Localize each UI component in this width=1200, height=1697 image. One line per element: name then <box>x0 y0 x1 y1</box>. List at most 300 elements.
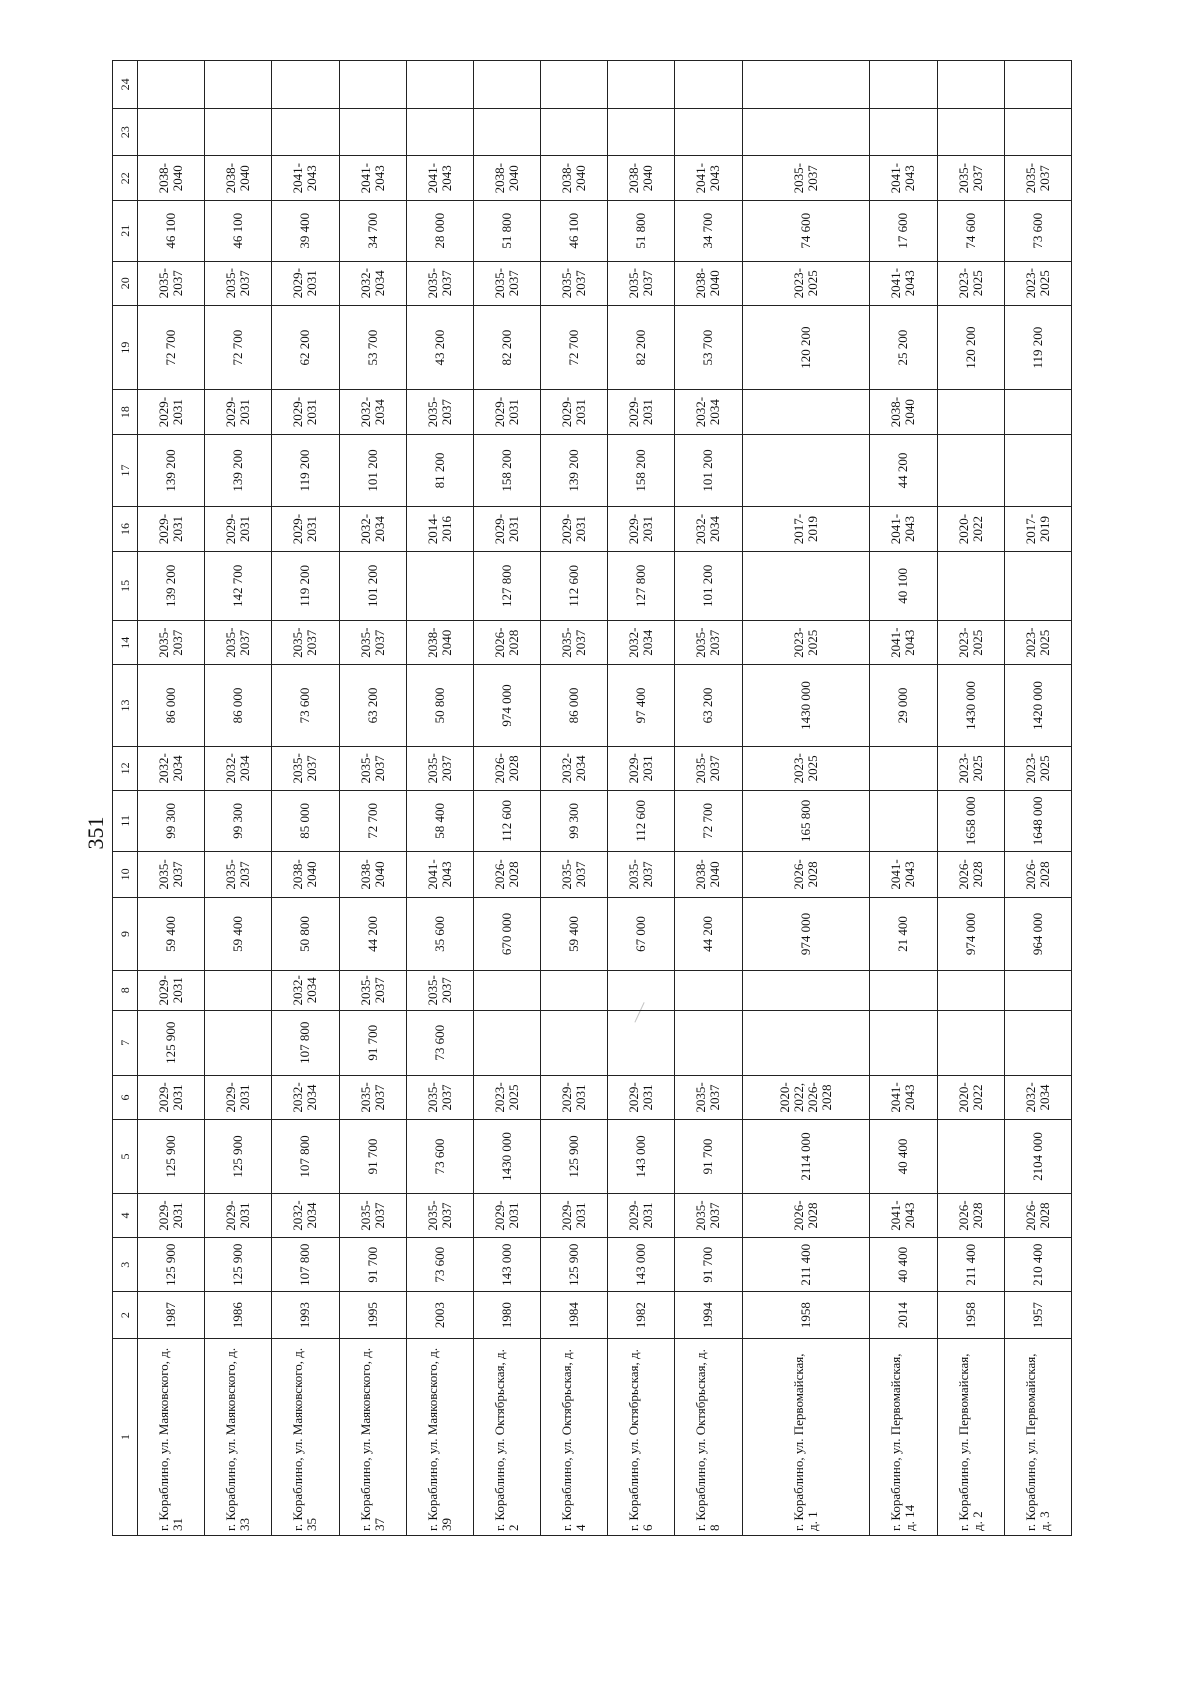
table-cell: 1420 000 <box>1004 665 1071 746</box>
table-cell: 2035-2037 <box>339 746 406 790</box>
table-cell: 17 600 <box>870 200 937 261</box>
table-cell: 99 300 <box>205 791 272 852</box>
table-cell <box>675 1010 742 1075</box>
table-cell: 2023-2025 <box>937 261 1004 305</box>
table-cell: 2035-2037 <box>406 746 473 790</box>
table-cell <box>138 108 205 156</box>
table-cell <box>742 390 870 434</box>
table-cell: 2026-2028 <box>473 851 540 898</box>
column-number: 20 <box>113 261 138 305</box>
table-cell: 101 200 <box>675 551 742 620</box>
table-cell: 125 900 <box>205 1238 272 1292</box>
table-cell: 39 400 <box>272 200 339 261</box>
table-cell: 2041-2043 <box>870 507 937 551</box>
table-cell: 2035-2037 <box>742 156 870 200</box>
table-cell: 2032-2034 <box>339 390 406 434</box>
table-cell: 59 400 <box>138 898 205 971</box>
table-cell: 2023-2025 <box>1004 746 1071 790</box>
column-number: 12 <box>113 746 138 790</box>
table-cell: 2035-2037 <box>205 261 272 305</box>
table-cell: 2026-2028 <box>1004 1193 1071 1237</box>
table-cell: 2041-2043 <box>339 156 406 200</box>
table-cell <box>742 434 870 507</box>
table-cell: 2026-2028 <box>473 746 540 790</box>
table-cell: 2035-2037 <box>1004 156 1071 200</box>
table-cell: 2032-2034 <box>1004 1075 1071 1119</box>
table-cell <box>406 551 473 620</box>
table-cell: 139 200 <box>138 551 205 620</box>
table-row <box>608 61 675 1536</box>
table-cell: 40 400 <box>870 1120 937 1194</box>
table-cell: 2014 <box>870 1292 937 1339</box>
table-cell: 2038-2040 <box>406 621 473 665</box>
table-cell: 2035-2037 <box>339 621 406 665</box>
table-cell: 85 000 <box>272 791 339 852</box>
table-cell: 43 200 <box>406 305 473 389</box>
table-cell: 2035-2037 <box>205 851 272 898</box>
table-cell: 2032-2034 <box>541 746 608 790</box>
table-cell: 2029-2031 <box>272 390 339 434</box>
table-cell: 158 200 <box>473 434 540 507</box>
table-cell: 2035-2037 <box>473 261 540 305</box>
table-cell: 2029-2031 <box>473 507 540 551</box>
table-cell <box>742 108 870 156</box>
table-cell: 2029-2031 <box>608 1075 675 1119</box>
table-cell: 107 800 <box>272 1238 339 1292</box>
table-cell: 139 200 <box>205 434 272 507</box>
column-number: 8 <box>113 970 138 1010</box>
table-cell: 2035-2037 <box>675 621 742 665</box>
table-cell: 125 900 <box>205 1120 272 1194</box>
table-cell: 1987 <box>138 1292 205 1339</box>
table-cell: 74 600 <box>937 200 1004 261</box>
table-cell: 99 300 <box>138 791 205 852</box>
table-cell: 91 700 <box>675 1120 742 1194</box>
table-cell: 125 900 <box>138 1120 205 1194</box>
table-cell: 67 000 <box>608 898 675 971</box>
table-cell: 127 800 <box>608 551 675 620</box>
column-number: 7 <box>113 1010 138 1075</box>
table-cell <box>608 108 675 156</box>
table-cell: 2029-2031 <box>541 1193 608 1237</box>
table-cell <box>1004 1010 1071 1075</box>
table-cell: 72 700 <box>541 305 608 389</box>
table-cell <box>1004 434 1071 507</box>
table-cell: 210 400 <box>1004 1238 1071 1292</box>
table-cell: 2035-2037 <box>339 1075 406 1119</box>
address-cell: г. Кораблино, ул. Первомайская, д. 2 <box>937 1338 1004 1535</box>
table-cell <box>1004 970 1071 1010</box>
column-number: 13 <box>113 665 138 746</box>
table-cell: 2035-2037 <box>406 261 473 305</box>
table-cell: 125 900 <box>541 1120 608 1194</box>
table-row <box>541 61 608 1536</box>
table-cell <box>742 551 870 620</box>
table-cell: 2032-2034 <box>272 970 339 1010</box>
table-cell <box>205 61 272 109</box>
table-cell: 2023-2025 <box>742 261 870 305</box>
table-cell <box>272 108 339 156</box>
table-cell: 99 300 <box>541 791 608 852</box>
table-cell: 165 800 <box>742 791 870 852</box>
table-cell: 2032-2034 <box>205 746 272 790</box>
table-cell: 2029-2031 <box>608 507 675 551</box>
column-number: 15 <box>113 551 138 620</box>
table-row <box>1004 61 1071 1536</box>
table-cell: 72 700 <box>339 791 406 852</box>
table-cell: 139 200 <box>541 434 608 507</box>
table-cell: 2023-2025 <box>1004 621 1071 665</box>
table-cell: 63 200 <box>675 665 742 746</box>
table-cell: 2104 000 <box>1004 1120 1071 1194</box>
table-cell <box>937 61 1004 109</box>
table-cell: 1658 000 <box>937 791 1004 852</box>
table-cell: 72 700 <box>205 305 272 389</box>
table-cell <box>608 61 675 109</box>
address-cell: г. Кораблино, ул. Первомайская, д. 1 <box>742 1338 870 1535</box>
table-cell: 51 800 <box>473 200 540 261</box>
table-cell: 2029-2031 <box>272 507 339 551</box>
table-cell: 2017-2019 <box>742 507 870 551</box>
address-cell: г. Кораблино, ул. Маяковского, д. 31 <box>138 1338 205 1535</box>
column-number: 6 <box>113 1075 138 1119</box>
table-cell <box>541 108 608 156</box>
table-cell: 1984 <box>541 1292 608 1339</box>
column-number: 2 <box>113 1292 138 1339</box>
table-cell: 211 400 <box>937 1238 1004 1292</box>
table-cell: 2032-2034 <box>138 746 205 790</box>
table-cell: 28 000 <box>406 200 473 261</box>
table-cell: 2038-2040 <box>870 390 937 434</box>
table-cell: 127 800 <box>473 551 540 620</box>
table-cell: 2041-2043 <box>870 621 937 665</box>
table-cell <box>541 970 608 1010</box>
table-cell: 2029-2031 <box>473 390 540 434</box>
table-cell: 125 900 <box>138 1010 205 1075</box>
table-cell: 2035-2037 <box>608 261 675 305</box>
table-cell <box>937 1120 1004 1194</box>
table-cell: 2029-2031 <box>272 261 339 305</box>
table-cell: 2026-2028 <box>742 1193 870 1237</box>
table-cell: 91 700 <box>675 1238 742 1292</box>
table-cell: 112 600 <box>473 791 540 852</box>
table-cell: 1995 <box>339 1292 406 1339</box>
table-cell: 2038-2040 <box>272 851 339 898</box>
table-cell: 2035-2037 <box>406 1075 473 1119</box>
table-row <box>272 61 339 1536</box>
table-cell: 2023-2025 <box>937 746 1004 790</box>
column-number: 4 <box>113 1193 138 1237</box>
table-cell: 2041-2043 <box>870 156 937 200</box>
table-cell: 211 400 <box>742 1238 870 1292</box>
page-number: 351 <box>83 816 108 850</box>
table-cell: 2038-2040 <box>675 261 742 305</box>
table-cell: 1980 <box>473 1292 540 1339</box>
table-cell: 73 600 <box>1004 200 1071 261</box>
table-cell: 119 200 <box>1004 305 1071 389</box>
column-number: 16 <box>113 507 138 551</box>
table-cell <box>406 61 473 109</box>
table-cell: 34 700 <box>339 200 406 261</box>
table-cell <box>937 970 1004 1010</box>
table-cell <box>541 1010 608 1075</box>
table-cell: 82 200 <box>608 305 675 389</box>
table-cell: 74 600 <box>742 200 870 261</box>
table-cell: 1958 <box>937 1292 1004 1339</box>
column-number: 24 <box>113 61 138 109</box>
table-cell <box>608 970 675 1010</box>
table-cell: 1982 <box>608 1292 675 1339</box>
table-cell: 2029-2031 <box>608 390 675 434</box>
address-cell: г. Кораблино, ул. Маяковского, д. 35 <box>272 1338 339 1535</box>
table-cell: 2035-2037 <box>138 851 205 898</box>
data-table <box>112 60 1072 1536</box>
table-cell: 101 200 <box>675 434 742 507</box>
table-cell: 2041-2043 <box>675 156 742 200</box>
column-number: 14 <box>113 621 138 665</box>
table-cell <box>742 970 870 1010</box>
table-cell: 2038-2040 <box>541 156 608 200</box>
table-cell <box>473 108 540 156</box>
table-cell: 974 000 <box>473 665 540 746</box>
table-cell: 2035-2037 <box>675 1075 742 1119</box>
table-cell <box>937 434 1004 507</box>
table-cell <box>205 108 272 156</box>
table-cell <box>1004 551 1071 620</box>
table-cell: 2038-2040 <box>675 851 742 898</box>
table-cell: 1994 <box>675 1292 742 1339</box>
table-rotator <box>112 60 1072 1536</box>
table-cell: 107 800 <box>272 1010 339 1075</box>
table-cell: 2041-2043 <box>272 156 339 200</box>
table-cell: 2020-2022, 2026-2028 <box>742 1075 870 1119</box>
table-cell: 1993 <box>272 1292 339 1339</box>
table-cell: 158 200 <box>608 434 675 507</box>
table-cell <box>406 108 473 156</box>
table-cell: 2029-2031 <box>138 507 205 551</box>
table-cell <box>937 108 1004 156</box>
address-cell: г. Кораблино, ул. Маяковского, д. 33 <box>205 1338 272 1535</box>
table-cell: 2029-2031 <box>205 1193 272 1237</box>
table-row <box>675 61 742 1536</box>
table-cell: 34 700 <box>675 200 742 261</box>
table-cell: 670 000 <box>473 898 540 971</box>
table-cell: 2035-2037 <box>406 970 473 1010</box>
table-cell: 2032-2034 <box>272 1193 339 1237</box>
table-cell: 59 400 <box>205 898 272 971</box>
table-cell: 2026-2028 <box>937 851 1004 898</box>
column-number: 21 <box>113 200 138 261</box>
table-cell: 81 200 <box>406 434 473 507</box>
table-cell: 40 400 <box>870 1238 937 1292</box>
table-cell: 2035-2037 <box>937 156 1004 200</box>
table-cell: 143 000 <box>608 1238 675 1292</box>
table-cell: 119 200 <box>272 551 339 620</box>
table-cell <box>205 1010 272 1075</box>
table-row <box>205 61 272 1536</box>
table-cell: 40 100 <box>870 551 937 620</box>
table-cell: 2035-2037 <box>406 1193 473 1237</box>
table-cell: 2032-2034 <box>339 261 406 305</box>
table-cell: 2029-2031 <box>473 1193 540 1237</box>
table-cell: 46 100 <box>138 200 205 261</box>
table-cell: 2038-2040 <box>473 156 540 200</box>
address-cell: г. Кораблино, ул. Первомайская, д. 3 <box>1004 1338 1071 1535</box>
table-cell: 50 800 <box>406 665 473 746</box>
column-number: 9 <box>113 898 138 971</box>
table-cell <box>870 108 937 156</box>
table-cell: 974 000 <box>742 898 870 971</box>
table-cell: 51 800 <box>608 200 675 261</box>
table-cell <box>541 61 608 109</box>
table-cell: 2014-2016 <box>406 507 473 551</box>
table-cell: 974 000 <box>937 898 1004 971</box>
table-cell <box>339 61 406 109</box>
column-number: 18 <box>113 390 138 434</box>
column-number: 23 <box>113 108 138 156</box>
column-number: 17 <box>113 434 138 507</box>
table-cell: 2029-2031 <box>138 970 205 1010</box>
table-cell: 25 200 <box>870 305 937 389</box>
table-cell: 2020-2022 <box>937 507 1004 551</box>
table-cell: 73 600 <box>272 665 339 746</box>
table-cell: 91 700 <box>339 1238 406 1292</box>
table-cell: 2041-2043 <box>870 261 937 305</box>
table-cell <box>272 61 339 109</box>
table-cell: 2041-2043 <box>870 1075 937 1119</box>
table-cell: 2023-2025 <box>742 746 870 790</box>
table-cell: 86 000 <box>138 665 205 746</box>
table-cell: 2029-2031 <box>541 390 608 434</box>
table-cell: 2029-2031 <box>608 1193 675 1237</box>
table-cell: 2035-2037 <box>406 390 473 434</box>
table-cell: 2035-2037 <box>339 970 406 1010</box>
table-cell: 1957 <box>1004 1292 1071 1339</box>
table-cell: 2026-2028 <box>1004 851 1071 898</box>
table-cell <box>870 746 937 790</box>
table-row <box>339 61 406 1536</box>
table-cell: 1648 000 <box>1004 791 1071 852</box>
table-row <box>473 61 540 1536</box>
table-cell: 97 400 <box>608 665 675 746</box>
table-cell: 46 100 <box>205 200 272 261</box>
table-cell <box>675 61 742 109</box>
column-number: 11 <box>113 791 138 852</box>
table-cell <box>937 390 1004 434</box>
table-cell: 2020-2022 <box>937 1075 1004 1119</box>
table-cell <box>473 61 540 109</box>
table-cell: 2035-2037 <box>138 621 205 665</box>
table-cell: 58 400 <box>406 791 473 852</box>
address-cell: г. Кораблино, ул. Маяковского, д. 37 <box>339 1338 406 1535</box>
table-cell <box>1004 390 1071 434</box>
column-number: 10 <box>113 851 138 898</box>
table-cell: 143 000 <box>608 1120 675 1194</box>
table-cell: 2114 000 <box>742 1120 870 1194</box>
table-cell: 2029-2031 <box>138 1193 205 1237</box>
table-cell: 2029-2031 <box>205 1075 272 1119</box>
table-cell: 86 000 <box>205 665 272 746</box>
table-cell <box>1004 108 1071 156</box>
table-cell: 1986 <box>205 1292 272 1339</box>
table-cell <box>870 61 937 109</box>
table-cell: 73 600 <box>406 1238 473 1292</box>
table-cell: 2032-2034 <box>339 507 406 551</box>
column-number: 3 <box>113 1238 138 1292</box>
table-cell: 2026-2028 <box>937 1193 1004 1237</box>
table-cell: 2035-2037 <box>541 261 608 305</box>
table-cell: 2032-2034 <box>675 390 742 434</box>
address-cell: г. Кораблино, ул. Октябрьская, д. 4 <box>541 1338 608 1535</box>
table-cell: 46 100 <box>541 200 608 261</box>
table-cell: 2038-2040 <box>608 156 675 200</box>
table-cell <box>937 551 1004 620</box>
table-cell: 44 200 <box>870 434 937 507</box>
table-cell: 86 000 <box>541 665 608 746</box>
table-cell: 2035-2037 <box>541 621 608 665</box>
table-cell: 101 200 <box>339 551 406 620</box>
table-cell <box>473 1010 540 1075</box>
column-number: 5 <box>113 1120 138 1194</box>
table-cell: 120 200 <box>937 305 1004 389</box>
column-number: 1 <box>113 1338 138 1535</box>
table-cell: 91 700 <box>339 1120 406 1194</box>
table-cell: 112 600 <box>541 551 608 620</box>
table-cell: 2032-2034 <box>675 507 742 551</box>
table-cell: 2023-2025 <box>473 1075 540 1119</box>
table-cell: 112 600 <box>608 791 675 852</box>
address-cell: г. Кораблино, ул. Октябрьская, д. 6 <box>608 1338 675 1535</box>
table-cell: 2035-2037 <box>339 1193 406 1237</box>
table-cell: 107 800 <box>272 1120 339 1194</box>
table-cell: 2023-2025 <box>1004 261 1071 305</box>
table-cell: 2038-2040 <box>138 156 205 200</box>
table-cell: 2026-2028 <box>473 621 540 665</box>
table-cell: 2029-2031 <box>608 746 675 790</box>
table-cell: 91 700 <box>339 1010 406 1075</box>
table-cell: 2023-2025 <box>937 621 1004 665</box>
table-cell: 2041-2043 <box>406 851 473 898</box>
table-cell: 143 000 <box>473 1238 540 1292</box>
table-cell <box>675 108 742 156</box>
table-cell <box>205 970 272 1010</box>
table-cell: 44 200 <box>339 898 406 971</box>
table-cell: 2035-2037 <box>272 746 339 790</box>
table-cell: 125 900 <box>541 1238 608 1292</box>
table-cell <box>742 1010 870 1075</box>
table-cell: 2029-2031 <box>205 390 272 434</box>
address-cell: г. Кораблино, ул. Маяковского, д. 39 <box>406 1338 473 1535</box>
table-cell: 73 600 <box>406 1010 473 1075</box>
table-cell: 139 200 <box>138 434 205 507</box>
table-cell: 119 200 <box>272 434 339 507</box>
table-cell: 1430 000 <box>937 665 1004 746</box>
address-cell: г. Кораблино, ул. Первомайская, д. 14 <box>870 1338 937 1535</box>
table-cell: 2026-2028 <box>742 851 870 898</box>
table-row <box>742 61 870 1536</box>
table-cell: 72 700 <box>675 791 742 852</box>
table-cell: 29 000 <box>870 665 937 746</box>
table-cell: 2035-2037 <box>675 746 742 790</box>
table-cell: 2041-2043 <box>870 851 937 898</box>
table-cell: 2035-2037 <box>608 851 675 898</box>
table-cell: 2035-2037 <box>675 1193 742 1237</box>
table-cell: 53 700 <box>675 305 742 389</box>
address-cell: г. Кораблино, ул. Октябрьская, д. 8 <box>675 1338 742 1535</box>
table-cell: 2035-2037 <box>272 621 339 665</box>
table-cell <box>742 61 870 109</box>
table-cell: 2029-2031 <box>541 1075 608 1119</box>
